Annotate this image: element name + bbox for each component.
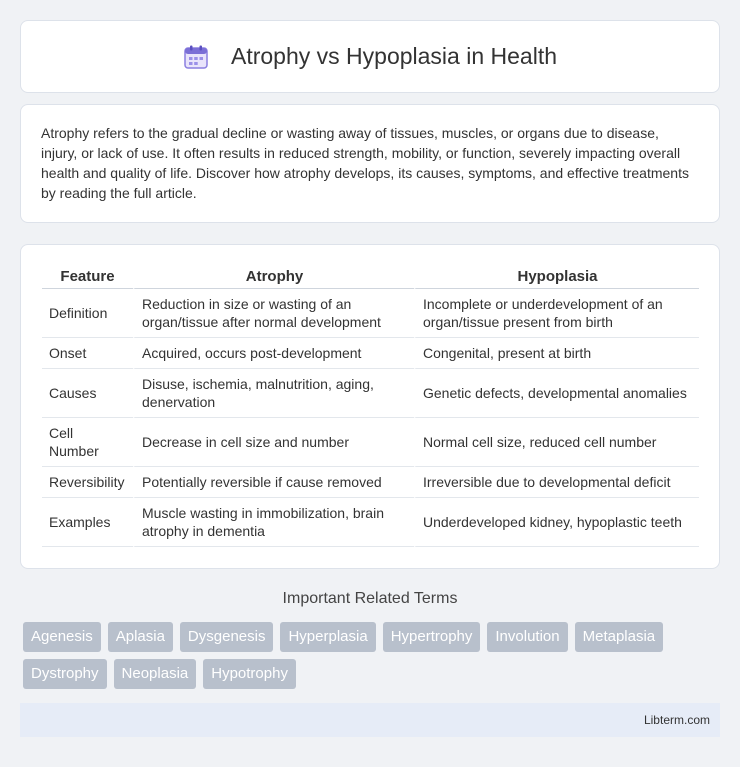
hypoplasia-cell: Genetic defects, developmental anomalies: [414, 369, 699, 418]
hypoplasia-cell: Normal cell size, reduced cell number: [414, 418, 699, 467]
atrophy-cell: Acquired, occurs post-development: [133, 338, 414, 369]
hypoplasia-cell: Congenital, present at birth: [414, 338, 699, 369]
atrophy-cell: Potentially reversible if cause removed: [133, 467, 414, 498]
tag-dystrophy[interactable]: Dystrophy: [23, 659, 107, 689]
tag-aplasia[interactable]: Aplasia: [108, 622, 173, 652]
feature-cell: Onset: [42, 338, 133, 369]
footer: [20, 703, 720, 737]
tag-agenesis[interactable]: Agenesis: [23, 622, 101, 652]
intro-text: Atrophy refers to the gradual decline or wasting away of tissues, muscles, or organs due to disease, injury, or lack of use. It often results in reduced strength, mobility, or function, severely impacting overall health and quality of life. Discover how atrophy develops, its causes, symptoms, and effective treatments by reading the full article.: [41, 125, 689, 201]
feature-cell: Examples: [42, 498, 133, 547]
tag-neoplasia[interactable]: Neoplasia: [114, 659, 197, 689]
intro-card: [20, 104, 720, 223]
header-hypoplasia: Hypoplasia: [414, 265, 699, 289]
tag-dysgenesis[interactable]: Dysgenesis: [180, 622, 274, 652]
hypoplasia-cell: Irreversible due to developmental deficit: [414, 467, 699, 498]
tag-hyperplasia[interactable]: Hyperplasia: [280, 622, 375, 652]
hypoplasia-cell: Incomplete or underdevelopment of an organ/tissue present from birth: [414, 289, 699, 338]
related-terms-list: [23, 622, 713, 696]
table-row: [42, 338, 699, 369]
atrophy-cell: Decrease in cell size and number: [133, 418, 414, 467]
atrophy-cell: Muscle wasting in immobilization, brain atrophy in dementia: [133, 498, 414, 547]
feature-cell: Reversibility: [42, 467, 133, 498]
table-row: [42, 369, 699, 418]
title-card: [20, 20, 720, 93]
feature-cell: Definition: [42, 289, 133, 338]
header-feature: Feature: [42, 265, 133, 289]
related-terms-title: Important Related Terms: [282, 590, 458, 607]
table-row: [42, 467, 699, 498]
feature-cell: Cell Number: [42, 418, 133, 467]
page-title: Atrophy vs Hypoplasia in Health: [231, 43, 557, 69]
table-row: [42, 498, 699, 547]
tag-metaplasia[interactable]: Metaplasia: [575, 622, 664, 652]
calendar-icon: [183, 44, 209, 70]
atrophy-cell: Disuse, ischemia, malnutrition, aging, denervation: [133, 369, 414, 418]
atrophy-cell: Reduction in size or wasting of an organ/tissue after normal development: [133, 289, 414, 338]
table-row: [42, 289, 699, 338]
footer-site-link[interactable]: Libterm.com: [643, 713, 710, 727]
tag-involution[interactable]: Involution: [487, 622, 567, 652]
comparison-table-card: [20, 244, 720, 569]
feature-cell: Causes: [42, 369, 133, 418]
tag-hypotrophy[interactable]: Hypotrophy: [203, 659, 296, 689]
table-row: [42, 418, 699, 467]
table-header-row: [42, 265, 699, 289]
tag-hypertrophy[interactable]: Hypertrophy: [383, 622, 481, 652]
hypoplasia-cell: Underdeveloped kidney, hypoplastic teeth: [414, 498, 699, 547]
comparison-table: [42, 265, 699, 547]
header-atrophy: Atrophy: [133, 265, 414, 289]
